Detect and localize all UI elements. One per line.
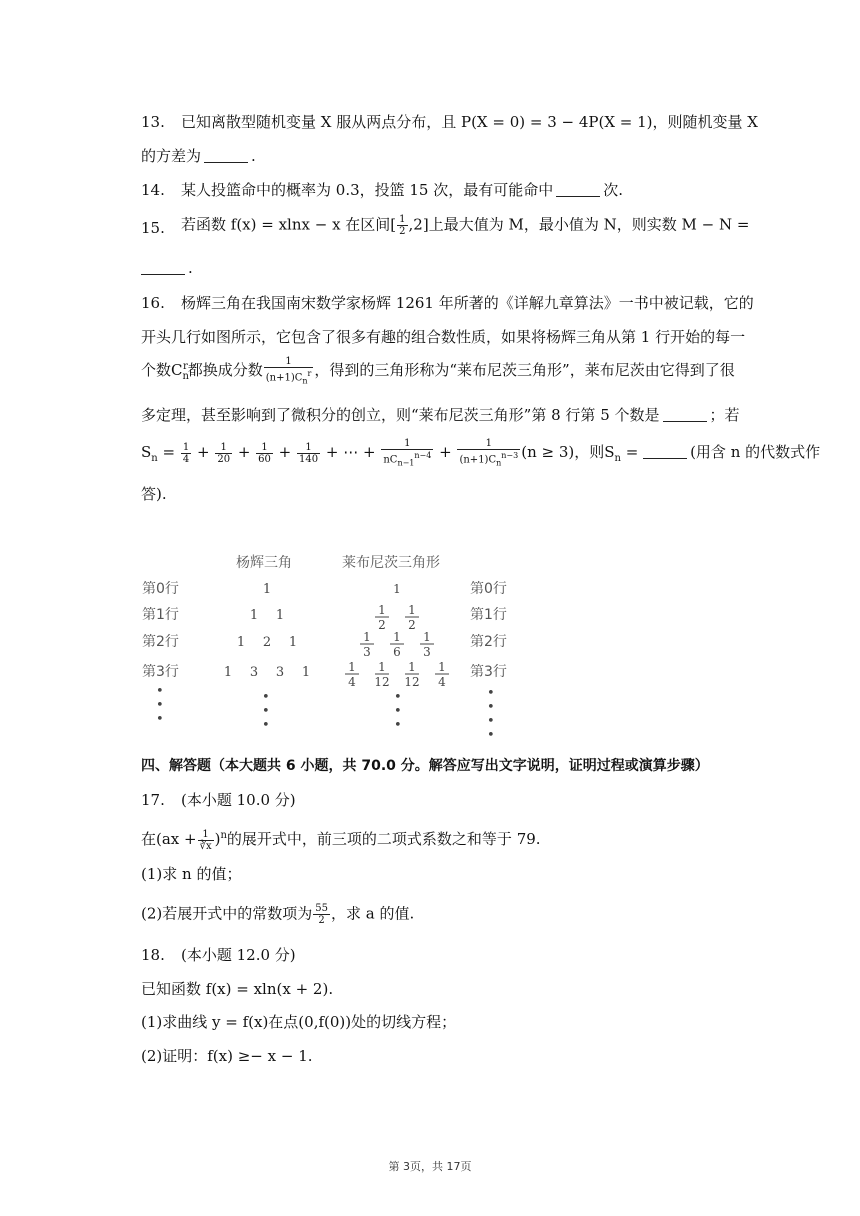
fraction-numerator: 1 [215, 442, 232, 454]
leibniz-denominator: 12 [404, 675, 420, 689]
dot: • [262, 704, 270, 719]
row-labels-right [470, 581, 507, 680]
yanghui-number: 1 [288, 635, 298, 650]
yanghui-number: 2 [262, 635, 272, 650]
q13-number: 13. [141, 113, 165, 131]
q13-line2 [141, 146, 256, 166]
leibniz-numerator: 1 [378, 660, 386, 674]
fraction-numerator: 1 [399, 214, 406, 225]
row-label: 第1行 [470, 607, 507, 623]
q16-line6: 答). [141, 485, 167, 503]
fraction-denominator: 60 [258, 453, 271, 465]
fraction-numerator: 1 [264, 356, 314, 368]
triangle-figure [130, 545, 530, 745]
leibniz-fraction [393, 582, 401, 596]
q17-score: (本小题 10.0 分) [181, 791, 296, 809]
leibniz-numerator: 1 [393, 630, 401, 644]
q17-text: 的展开式中，前三项的二项式系数之和等于 79. [226, 830, 541, 848]
leibniz-denominator: 2 [408, 618, 416, 632]
yanghui-title: 杨辉三角 [236, 555, 292, 571]
fraction [313, 903, 330, 926]
row-label: 第3行 [470, 664, 507, 680]
fraction [264, 356, 314, 386]
q18-number: 18. [141, 946, 165, 964]
leibniz-fraction [390, 630, 404, 659]
q16-line3-text: 个数C [141, 361, 183, 380]
fraction [381, 438, 433, 468]
q15-text-b: ,2]上最大值为 M，最小值为 N，则实数 M − N = [408, 215, 750, 234]
dot: • [156, 684, 164, 699]
answer-blank [141, 260, 185, 275]
dot: • [487, 700, 495, 715]
leibniz-fraction [345, 660, 359, 689]
dot: • [487, 686, 495, 701]
leibniz-numerator: 1 [378, 603, 386, 617]
q18-line1: 已知函数 f(x) = xln(x + 2). [141, 980, 334, 998]
q18-part2: (2)证明：f(x) ≥− x − 1. [141, 1047, 313, 1065]
leibniz-fraction [360, 630, 374, 659]
row-label: 第2行 [142, 634, 179, 650]
yanghui-number: 1 [236, 635, 246, 650]
q15-line2-end: . [188, 259, 193, 277]
leibniz-numerator: 1 [408, 603, 416, 617]
q15-text: 若函数 f(x) = xlnx − x 在区间[ [181, 215, 397, 234]
fraction-denominator: ∛x [199, 840, 212, 852]
leibniz-denominator: 12 [374, 675, 390, 689]
yanghui-number: 3 [275, 665, 285, 680]
leibniz-denominator: 2 [378, 618, 386, 632]
row-label: 第1行 [142, 607, 179, 623]
fraction [256, 442, 273, 465]
leibniz-fraction [374, 660, 389, 689]
leibniz-numerator: 1 [363, 630, 371, 644]
leibniz-denominator: 3 [363, 645, 371, 659]
q17-part1: (1)求 n 的值； [141, 865, 242, 883]
leibniz-fraction [375, 603, 389, 632]
leibniz-numerator: 1 [438, 660, 446, 674]
q15-number: 15. [141, 219, 165, 237]
q16-line1: 杨辉三角在我国南宋数学家杨辉 1261 年所著的《详解九章算法》一书中被记载，它的 [181, 294, 754, 312]
fraction-denominator-text: (n+1)C [459, 454, 497, 466]
q16-number: 16. [141, 294, 165, 312]
q17-line1: 在(ax + $\frac{1}{∛x}$ )$^n$的展开式中，前三项的二项式系数之和等于 79. [141, 828, 541, 852]
q15-line2 [141, 258, 193, 278]
yanghui-number: 3 [249, 665, 259, 680]
dot: • [487, 714, 495, 729]
row-label: 第2行 [470, 634, 507, 650]
fraction-denominator: 2 [399, 226, 406, 237]
yanghui-number: 1 [262, 582, 272, 597]
q17-expr-close: ) [214, 830, 221, 848]
row-labels-left [142, 581, 179, 680]
fraction-denominator: $(n+1)C_n^r$ [265, 369, 312, 386]
dot: • [262, 718, 270, 733]
yanghui-triangle [224, 582, 310, 680]
q13-line1: 已知离散型随机变量 X 服从两点分布，且 P(X = 0) = 3 − 4P(X = 1)，则随机变量 X [181, 113, 758, 131]
fraction-denominator-text: nC [383, 454, 398, 466]
fraction [297, 442, 320, 465]
leibniz-denominator: 6 [393, 645, 401, 659]
fraction-denominator-text: (n+1)C [265, 372, 303, 384]
leibniz-fraction [404, 660, 419, 689]
fraction [181, 442, 191, 465]
q17-expr: 在(ax + [141, 830, 197, 848]
sum-symbol: S [141, 443, 152, 462]
yanghui-number: 1 [301, 665, 311, 680]
q14-number: 14. [141, 181, 165, 199]
q18-part1: (1)求曲线 y = f(x)在点(0,f(0))处的切线方程； [141, 1013, 457, 1031]
yanghui-number: 1 [223, 665, 233, 680]
leibniz-numerator: 1 [408, 660, 416, 674]
q14-line [181, 180, 623, 200]
fraction [397, 214, 407, 237]
leibniz-denominator: 3 [423, 645, 431, 659]
q16-line4 [141, 405, 740, 425]
fraction-numerator: 1 [381, 438, 433, 450]
q15-line1 [181, 214, 749, 237]
fraction-numerator: 55 [315, 903, 328, 914]
q17-part2-text: (2)若展开式中的常数项为 [141, 904, 313, 923]
answer-blank [643, 444, 687, 459]
yanghui-number: 1 [249, 608, 259, 623]
q18-score: (本小题 12.0 分) [181, 946, 296, 964]
ellipsis: + ⋯ + [325, 443, 376, 462]
dot: • [262, 690, 270, 705]
fraction [457, 438, 520, 468]
continuation-dots [156, 684, 495, 743]
fraction-denominator: 20 [217, 453, 231, 465]
row-label: 第0行 [470, 581, 507, 597]
q13-line2-end: . [251, 147, 256, 165]
row-label: 第3行 [142, 664, 179, 680]
leibniz-denominator: 4 [438, 675, 446, 689]
answer-blank [556, 182, 600, 197]
leibniz-fraction [420, 630, 434, 659]
page-footer: 第 3页，共 17页 [388, 1160, 472, 1173]
leibniz-title: 莱布尼茨三角形 [342, 555, 440, 571]
fraction-numerator: 1 [457, 438, 520, 450]
leibniz-triangle [345, 582, 449, 689]
leibniz-number: 1 [393, 582, 401, 596]
leibniz-denominator: 4 [348, 675, 356, 689]
fraction-numerator: 1 [256, 442, 273, 454]
q16-line3-text-c: ，得到的三角形称为“莱布尼茨三角形”，莱布尼茨由它得到了很 [314, 361, 735, 380]
fraction-denominator: 2 [318, 915, 325, 926]
fraction-numerator: 1 [182, 441, 190, 453]
q16-line3-text-b: 都换成分数 [187, 361, 263, 380]
q14-text: 某人投篮命中的概率为 0.3，投篮 15 次，最有可能命中 [181, 181, 554, 199]
q17-number: 17. [141, 791, 165, 809]
dot: • [394, 718, 402, 733]
q16-line2: 开头几行如图所示，它包含了很多有趣的组合数性质，如果将杨辉三角从第 1 行开始的每一 [141, 328, 746, 346]
q16-line5: $S_n$ = $\frac{1}{4}$ + $\frac{1}{20}$ + $\frac{1}{60}$ + $\frac{1}{140}$ + ⋯ + $\frac{1}{nC_{n-1}^{n-4}}$ + $\frac{1}{(n+1)C_n^{n-3}}$ (n ≥ 3)，则$S_n$ = (用含 n 的代数式作 [141, 438, 821, 468]
condition-text: (n ≥ 3)，则S [521, 443, 615, 462]
leibniz-fraction [405, 603, 419, 632]
fraction [198, 829, 214, 852]
answer-blank [663, 407, 707, 422]
leibniz-fraction [435, 660, 449, 689]
q17-part2 [141, 903, 414, 926]
fraction [215, 442, 232, 465]
leibniz-numerator: 1 [423, 630, 431, 644]
dot: • [156, 698, 164, 713]
q17-part2-end: ，求 a 的值. [330, 904, 415, 923]
q14-text-end: 次. [603, 181, 624, 199]
q16-line3: 个数$C_n^r$都换成分数 $\frac{1}{(n+1)C_n^r}$ ，得到的三角形称为“莱布尼茨三角形”，莱布尼茨由它得到了很 [141, 356, 735, 386]
q13-line2-text: 的方差为 [141, 147, 202, 165]
dot: • [156, 712, 164, 727]
fraction-denominator: $nC_{n-1}^{n-4}$ [383, 451, 432, 468]
leibniz-numerator: 1 [348, 660, 356, 674]
q16-line4-text: 多定理，甚至影响到了微积分的创立，则“莱布尼茨三角形”第 8 行第 5 个数是 [141, 406, 660, 424]
answer-blank [204, 148, 248, 163]
dot: • [394, 690, 402, 705]
dot: • [394, 704, 402, 719]
dot: • [487, 728, 495, 743]
row-label: 第0行 [142, 581, 179, 597]
equals-sign: = [157, 443, 180, 462]
section-heading: 四、解答题（本大题共 6 小题，共 70.0 分。解答应写出文字说明，证明过程或演算步骤） [141, 758, 709, 774]
q16-line4-end: ；若 [709, 406, 740, 424]
fraction-numerator: 1 [198, 829, 214, 841]
fraction-denominator: $(n+1)C_n^{n-3}$ [459, 451, 519, 468]
fraction-denominator: 140 [299, 453, 319, 465]
q16-line5-end: (用含 n 的代数式作 [690, 443, 821, 462]
fraction-denominator: 4 [182, 453, 190, 465]
yanghui-number: 1 [275, 608, 285, 623]
fraction-numerator: 1 [297, 442, 320, 454]
